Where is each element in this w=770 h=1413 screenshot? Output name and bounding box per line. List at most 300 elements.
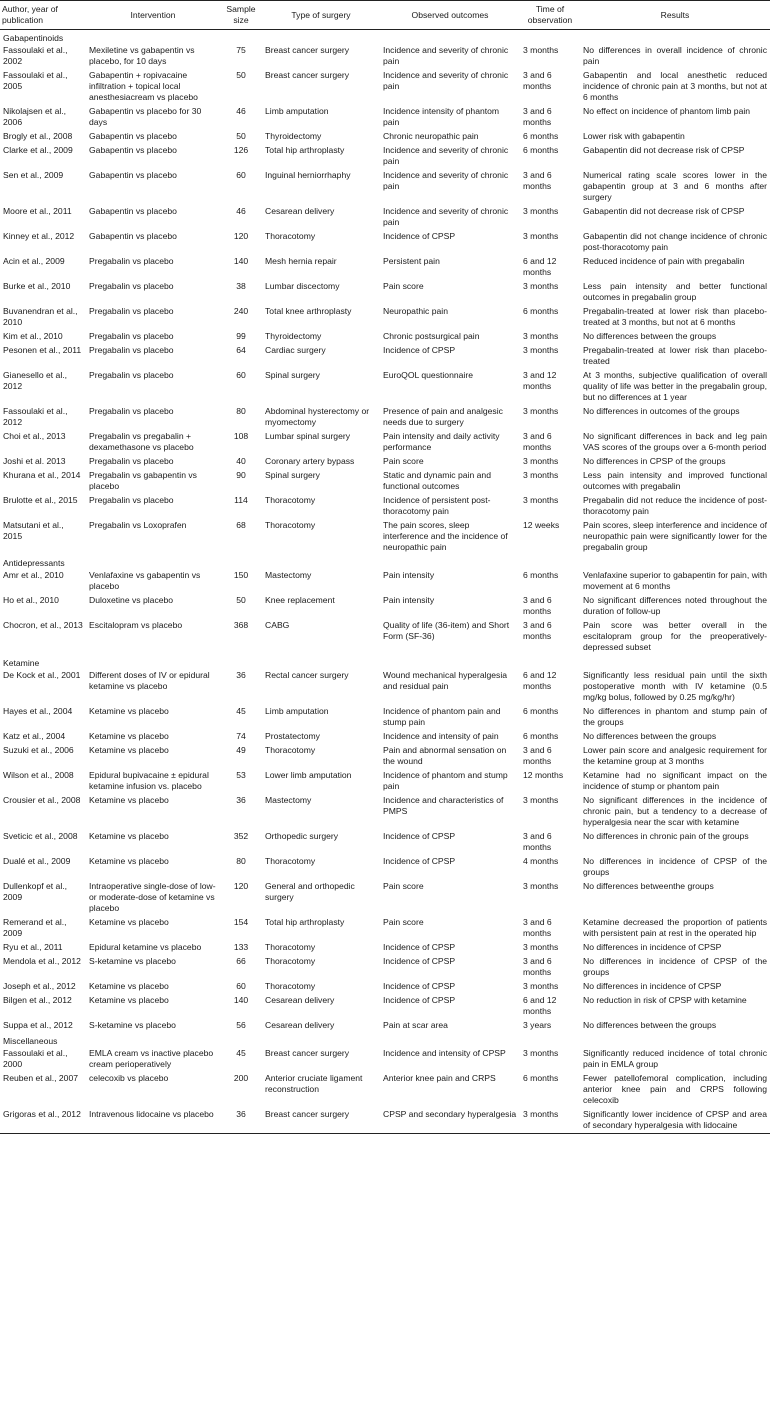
author-cell: Mendola et al., 2012 xyxy=(3,956,81,966)
surgery-cell: Limb amputation xyxy=(265,706,329,716)
results-cell: No differences betweenthe groups xyxy=(583,881,714,891)
author-cell: Katz et al., 2004 xyxy=(3,731,66,741)
table-row xyxy=(0,830,770,855)
sample-size-cell: 46 xyxy=(236,106,246,116)
outcomes-cell: Pain at scar area xyxy=(383,1020,448,1030)
author-cell: Clarke et al., 2009 xyxy=(3,145,73,155)
results-cell: No differences in chronic pain of the groups xyxy=(583,831,749,841)
table-row xyxy=(0,69,770,105)
table-row xyxy=(0,955,770,980)
intervention-cell: Different doses of IV or epidural ketamine vs placebo xyxy=(89,670,210,691)
time-cell: 3 and 6 months xyxy=(523,595,552,616)
surgery-cell: Lumbar discectomy xyxy=(265,281,340,291)
surgery-cell: Total hip arthroplasty xyxy=(265,145,345,155)
table-row xyxy=(0,130,770,144)
author-cell: Buvanendran et al., 2010 xyxy=(3,306,78,327)
table-row xyxy=(0,105,770,130)
time-cell: 3 months xyxy=(523,406,559,416)
sample-size-cell: 140 xyxy=(233,995,249,1005)
results-cell: Significantly lower incidence of CPSP and area of secondary hyperalgesia with lidocaine xyxy=(580,1108,770,1134)
group-row xyxy=(0,30,770,45)
results-cell: Gabapentin did not change incidence of chronic post-thoracotomy pain xyxy=(583,231,767,252)
intervention-cell: S-ketamine vs placebo xyxy=(89,1020,176,1030)
intervention-cell: Ketamine vs placebo xyxy=(89,981,169,991)
results-cell: Gabapentin did not decrease risk of CPSP xyxy=(583,206,745,216)
time-cell: 3 months xyxy=(523,231,559,241)
surgery-cell: Lower limb amputation xyxy=(265,770,352,780)
table-row xyxy=(0,880,770,916)
results-cell: No significant differences in the incidence of chronic pain, but a tendency to a decrease of hyperalgesia near the scar with ketamine xyxy=(583,795,767,827)
sample-size-cell: 200 xyxy=(233,1073,249,1083)
surgery-cell: Cardiac surgery xyxy=(265,345,326,355)
outcomes-cell: Wound mechanical hyperalgesia and residual pain xyxy=(383,670,508,691)
header-time: Time of observation xyxy=(520,1,580,30)
results-cell: Reduced incidence of pain with pregabalin xyxy=(583,256,745,266)
surgery-cell: Breast cancer surgery xyxy=(265,1048,350,1058)
intervention-cell: Pregabalin vs placebo xyxy=(89,345,174,355)
surgery-cell: Spinal surgery xyxy=(265,470,320,480)
time-cell: 3 months xyxy=(523,345,559,355)
author-cell: Matsutani et al., 2015 xyxy=(3,520,64,541)
author-cell: Fassoulaki et al., 2002 xyxy=(3,45,68,66)
table-row xyxy=(0,1072,770,1108)
time-cell: 3 and 6 months xyxy=(523,745,552,766)
results-cell: Gabapentin and local anesthetic reduced incidence of chronic pain at 3 months, but not at 6 months xyxy=(583,70,767,102)
intervention-cell: Ketamine vs placebo xyxy=(89,706,169,716)
author-cell: Bilgen et al., 2012 xyxy=(3,995,72,1005)
sample-size-cell: 120 xyxy=(233,231,249,241)
surgery-cell: CABG xyxy=(265,620,290,630)
table-row xyxy=(0,794,770,830)
outcomes-cell: Incidence of CPSP xyxy=(383,345,456,355)
outcomes-cell: Incidence of CPSP xyxy=(383,956,456,966)
intervention-cell: Gabapentin + ropivacaine infiltration + topical local anesthesiacream vs placebo xyxy=(89,70,198,102)
author-cell: Moore et al., 2011 xyxy=(3,206,72,216)
sample-size-cell: 68 xyxy=(236,520,246,530)
outcomes-cell: Incidence of CPSP xyxy=(383,995,456,1005)
surgery-cell: Mastectomy xyxy=(265,795,312,805)
author-cell: Fassoulaki et al., 2000 xyxy=(3,1048,68,1069)
surgery-cell: Thyroidectomy xyxy=(265,131,322,141)
table-row xyxy=(0,430,770,455)
table-row xyxy=(0,1108,770,1134)
sample-size-cell: 154 xyxy=(233,917,249,927)
sample-size-cell: 133 xyxy=(233,942,249,952)
time-cell: 3 months xyxy=(523,206,559,216)
group-title: Gabapentinoids xyxy=(3,33,64,43)
table-row xyxy=(0,44,770,69)
group-row xyxy=(0,555,770,569)
table-row xyxy=(0,855,770,880)
results-cell: No differences in outcomes of the groups xyxy=(583,406,740,416)
results-cell: Significantly less residual pain until the sixth postoperative month with IV ketamine (0.5 mg/kg bolus, followed by 0.25 mg/kg/hr) xyxy=(583,670,767,702)
surgery-cell: Thoracotomy xyxy=(265,495,316,505)
outcomes-cell: Pain intensity and daily activity performance xyxy=(383,431,500,452)
author-cell: Ryu et al., 2011 xyxy=(3,942,63,952)
sample-size-cell: 56 xyxy=(236,1020,246,1030)
time-cell: 3 months xyxy=(523,470,559,480)
time-cell: 6 and 12 months xyxy=(523,995,557,1016)
results-cell: Significantly reduced incidence of total chronic pain in EMLA group xyxy=(583,1048,767,1069)
surgery-cell: Thoracotomy xyxy=(265,745,316,755)
sample-size-cell: 99 xyxy=(236,331,246,341)
author-cell: Kim et al., 2010 xyxy=(3,331,63,341)
group-title: Antidepressants xyxy=(3,558,65,568)
author-cell: Joshi et al. 2013 xyxy=(3,456,66,466)
time-cell: 6 months xyxy=(523,145,559,155)
surgery-cell: Coronary artery bypass xyxy=(265,456,355,466)
author-cell: Crousier et al., 2008 xyxy=(3,795,81,805)
time-cell: 3 and 12 months xyxy=(523,370,557,391)
author-cell: Khurana et al., 2014 xyxy=(3,470,81,480)
surgery-cell: Abdominal hysterectomy or myomectomy xyxy=(265,406,370,427)
sample-size-cell: 114 xyxy=(234,495,248,505)
author-cell: Brulotte et al., 2015 xyxy=(3,495,78,505)
outcomes-cell: Incidence of persistent post-thoracotomy pain xyxy=(383,495,491,516)
sample-size-cell: 75 xyxy=(236,45,246,55)
table-row xyxy=(0,744,770,769)
table-row xyxy=(0,980,770,994)
time-cell: 3 months xyxy=(523,1048,559,1058)
author-cell: Choi et al., 2013 xyxy=(3,431,66,441)
sample-size-cell: 50 xyxy=(236,70,246,80)
outcomes-cell: Pain score xyxy=(383,281,424,291)
surgery-cell: Total hip arthroplasty xyxy=(265,917,345,927)
surgery-cell: General and orthopedic surgery xyxy=(265,881,355,902)
intervention-cell: celecoxib vs placebo xyxy=(89,1073,169,1083)
sample-size-cell: 60 xyxy=(236,981,246,991)
table-row xyxy=(0,569,770,594)
table-row xyxy=(0,594,770,619)
results-cell: Less pain intensity and improved functional outcomes with pregabalin xyxy=(583,470,767,491)
surgery-cell: Thyroidectomy xyxy=(265,331,322,341)
surgery-cell: Thoracotomy xyxy=(265,231,316,241)
outcomes-cell: Incidence intensity of phantom pain xyxy=(383,106,500,127)
sample-size-cell: 46 xyxy=(236,206,246,216)
outcomes-cell: Incidence and characteristics of PMPS xyxy=(383,795,504,816)
outcomes-cell: Pain score xyxy=(383,917,424,927)
surgery-cell: Cesarean delivery xyxy=(265,1020,335,1030)
outcomes-cell: Incidence of CPSP xyxy=(383,981,456,991)
time-cell: 3 months xyxy=(523,942,559,952)
surgery-cell: Cesarean delivery xyxy=(265,995,335,1005)
author-cell: Reuben et al., 2007 xyxy=(3,1073,79,1083)
surgery-cell: Breast cancer surgery xyxy=(265,45,350,55)
time-cell: 3 and 6 months xyxy=(523,70,552,91)
author-cell: Brogly et al., 2008 xyxy=(3,131,73,141)
surgery-cell: Thoracotomy xyxy=(265,956,316,966)
table-row xyxy=(0,169,770,205)
intervention-cell: Pregabalin vs pregabalin + dexamethasone vs placebo xyxy=(89,431,194,452)
outcomes-cell: Static and dynamic pain and functional outcomes xyxy=(383,470,491,491)
intervention-cell: Gabapentin vs placebo xyxy=(89,231,177,241)
outcomes-cell: Anterior knee pain and CRPS xyxy=(383,1073,496,1083)
header-author: Author, year of publication xyxy=(0,1,86,30)
table-row xyxy=(0,469,770,494)
outcomes-cell: Incidence of CPSP xyxy=(383,856,456,866)
surgery-cell: Thoracotomy xyxy=(265,520,316,530)
table-row xyxy=(0,1019,770,1033)
author-cell: Suzuki et al., 2006 xyxy=(3,745,74,755)
author-cell: Chocron, et al., 2013 xyxy=(3,620,83,630)
time-cell: 6 months xyxy=(523,306,559,316)
time-cell: 3 months xyxy=(523,981,559,991)
intervention-cell: Gabapentin vs placebo xyxy=(89,170,177,180)
results-cell: No differences in incidence of CPSP of the groups xyxy=(583,856,767,877)
time-cell: 3 and 6 months xyxy=(523,106,552,127)
time-cell: 3 and 6 months xyxy=(523,170,552,191)
surgery-cell: Orthopedic surgery xyxy=(265,831,339,841)
intervention-cell: Ketamine vs placebo xyxy=(89,917,169,927)
results-cell: Fewer patellofemoral complication, including anterior knee pain and CRPS following celecoxib xyxy=(583,1073,767,1105)
intervention-cell: Pregabalin vs Loxoprafen xyxy=(89,520,187,530)
results-cell: Ketamine had no significant impact on the incidence of stump or phantom pain xyxy=(583,770,767,791)
sample-size-cell: 64 xyxy=(236,345,246,355)
results-cell: No differences in incidence of CPSP xyxy=(583,981,722,991)
intervention-cell: Pregabalin vs gabapentin vs placebo xyxy=(89,470,197,491)
results-cell: Pregabalin-treated at lower risk than placebo-treated xyxy=(583,345,767,366)
sample-size-cell: 45 xyxy=(236,706,246,716)
author-cell: Hayes et al., 2004 xyxy=(3,706,73,716)
time-cell: 12 months xyxy=(523,770,564,780)
sample-size-cell: 126 xyxy=(233,145,249,155)
outcomes-cell: Incidence of phantom and stump pain xyxy=(383,770,508,791)
sample-size-cell: 40 xyxy=(236,456,246,466)
results-cell: No differences between the groups xyxy=(583,731,717,741)
results-cell: Numerical rating scale scores lower in the gabapentin group at 3 and 6 months after surgery xyxy=(583,170,767,202)
author-cell: Suppa et al., 2012 xyxy=(3,1020,73,1030)
results-cell: Pregabalin did not reduce the incidence of post-thoracotomy pain xyxy=(583,495,767,516)
intervention-cell: Pregabalin vs placebo xyxy=(89,331,174,341)
header-row xyxy=(0,1,770,30)
sample-size-cell: 66 xyxy=(236,956,246,966)
author-cell: Fassoulaki et al., 2005 xyxy=(3,70,68,91)
intervention-cell: Gabapentin vs placebo xyxy=(89,145,177,155)
intervention-cell: Pregabalin vs placebo xyxy=(89,306,174,316)
outcomes-cell: Incidence and intensity of CPSP xyxy=(383,1048,506,1058)
intervention-cell: Ketamine vs placebo xyxy=(89,795,169,805)
time-cell: 3 months xyxy=(523,881,559,891)
author-cell: Nikolajsen et al., 2006 xyxy=(3,106,67,127)
sample-size-cell: 74 xyxy=(236,731,246,741)
sample-size-cell: 36 xyxy=(236,795,246,805)
table-row xyxy=(0,405,770,430)
results-cell: Pain scores, sleep interference and incidence of neuropathic pain were significantly lower for the pregabalin group xyxy=(583,520,767,552)
outcomes-cell: Pain score xyxy=(383,456,424,466)
author-cell: Gianesello et al., 2012 xyxy=(3,370,68,391)
sample-size-cell: 49 xyxy=(236,745,246,755)
surgery-cell: Anterior cruciate ligament reconstruction xyxy=(265,1073,363,1094)
author-cell: Ho et al., 2010 xyxy=(3,595,59,605)
intervention-cell: Gabapentin vs placebo xyxy=(89,206,177,216)
surgery-cell: Thoracotomy xyxy=(265,981,316,991)
surgery-cell: Knee replacement xyxy=(265,595,335,605)
time-cell: 6 months xyxy=(523,1073,559,1083)
table-row xyxy=(0,230,770,255)
results-cell: No differences between the groups xyxy=(583,331,717,341)
time-cell: 3 months xyxy=(523,456,559,466)
sample-size-cell: 108 xyxy=(233,431,249,441)
outcomes-cell: Presence of pain and analgesic needs due to surgery xyxy=(383,406,503,427)
time-cell: 12 weeks xyxy=(523,520,560,530)
sample-size-cell: 36 xyxy=(236,670,246,680)
table-row xyxy=(0,994,770,1019)
time-cell: 3 and 6 months xyxy=(523,431,552,452)
outcomes-cell: Quality of life (36-item) and Short Form (SF-36) xyxy=(383,620,510,641)
group-row xyxy=(0,1033,770,1047)
group-title: Ketamine xyxy=(3,658,40,668)
time-cell: 4 months xyxy=(523,856,559,866)
sample-size-cell: 368 xyxy=(233,620,249,630)
header-intervention: Intervention xyxy=(86,1,220,30)
surgery-cell: Rectal cancer surgery xyxy=(265,670,349,680)
author-cell: Joseph et al., 2012 xyxy=(3,981,76,991)
intervention-cell: Intravenous lidocaine vs placebo xyxy=(86,1108,220,1134)
sample-size-cell: 53 xyxy=(236,770,246,780)
intervention-cell: Pregabalin vs placebo xyxy=(89,456,174,466)
table-row xyxy=(0,941,770,955)
time-cell: 3 months xyxy=(523,795,559,805)
author-cell: Burke et al., 2010 xyxy=(3,281,71,291)
table-row xyxy=(0,494,770,519)
outcomes-cell: Pain score xyxy=(383,881,424,891)
table-row xyxy=(0,1047,770,1072)
sample-size-cell: 36 xyxy=(220,1108,262,1134)
author-cell: Kinney et al., 2012 xyxy=(3,231,75,241)
author-cell: Acin et al., 2009 xyxy=(3,256,65,266)
author-cell: Remerand et al., 2009 xyxy=(3,917,67,938)
sample-size-cell: 120 xyxy=(233,881,249,891)
author-cell: Dualé et al., 2009 xyxy=(3,856,71,866)
outcomes-cell: Pain intensity xyxy=(383,570,435,580)
outcomes-cell: Incidence of CPSP xyxy=(383,231,456,241)
table-row xyxy=(0,769,770,794)
surgery-cell: Inguinal herniorrhaphy xyxy=(265,170,351,180)
results-cell: No reduction in risk of CPSP with ketamine xyxy=(583,995,747,1005)
outcomes-cell: Incidence of phantom pain and stump pain xyxy=(383,706,501,727)
author-cell: Grigoras et al., 2012 xyxy=(0,1108,86,1134)
results-cell: Less pain intensity and better functional outcomes in pregabalin group xyxy=(583,281,767,302)
author-cell: Sveticic et al., 2008 xyxy=(3,831,78,841)
sample-size-cell: 150 xyxy=(233,570,249,580)
author-cell: Sen et al., 2009 xyxy=(3,170,64,180)
intervention-cell: Epidural ketamine vs placebo xyxy=(89,942,202,952)
time-cell: 3 months xyxy=(523,45,559,55)
table-row xyxy=(0,455,770,469)
sample-size-cell: 80 xyxy=(236,406,246,416)
table-body xyxy=(0,30,770,1134)
header-surgery: Type of surgery xyxy=(262,1,380,30)
results-cell: No differences in overall incidence of chronic pain xyxy=(583,45,767,66)
sample-size-cell: 45 xyxy=(236,1048,246,1058)
sample-size-cell: 90 xyxy=(236,470,246,480)
header-sample-size: Sample size xyxy=(220,1,262,30)
time-cell: 3 months xyxy=(520,1108,580,1134)
table-row xyxy=(0,730,770,744)
table-row xyxy=(0,305,770,330)
sample-size-cell: 50 xyxy=(236,131,246,141)
results-cell: No differences in CPSP of the groups xyxy=(583,456,726,466)
outcomes-cell: EuroQOL questionnaire xyxy=(383,370,473,380)
sample-size-cell: 60 xyxy=(236,370,246,380)
intervention-cell: Venlafaxine vs gabapentin vs placebo xyxy=(89,570,201,591)
intervention-cell: Pregabalin vs placebo xyxy=(89,406,174,416)
author-cell: Amr et al., 2010 xyxy=(3,570,64,580)
outcomes-cell: CPSP and secondary hyperalgesia xyxy=(380,1108,520,1134)
table-row xyxy=(0,255,770,280)
intervention-cell: Pregabalin vs placebo xyxy=(89,281,174,291)
surgery-cell: Spinal surgery xyxy=(265,370,320,380)
outcomes-cell: Incidence and intensity of pain xyxy=(383,731,499,741)
intervention-cell: Ketamine vs placebo xyxy=(89,745,169,755)
table-row xyxy=(0,205,770,230)
intervention-cell: Pregabalin vs placebo xyxy=(89,370,174,380)
intervention-cell: Ketamine vs placebo xyxy=(89,995,169,1005)
outcomes-cell: Chronic postsurgical pain xyxy=(383,331,480,341)
intervention-cell: S-ketamine vs placebo xyxy=(89,956,176,966)
author-cell: Fassoulaki et al., 2012 xyxy=(3,406,68,427)
table-row xyxy=(0,705,770,730)
time-cell: 6 months xyxy=(523,706,559,716)
results-cell: No differences between the groups xyxy=(583,1020,717,1030)
table-row xyxy=(0,519,770,555)
sample-size-cell: 80 xyxy=(236,856,246,866)
intervention-cell: Pregabalin vs placebo xyxy=(89,256,174,266)
intervention-cell: Ketamine vs placebo xyxy=(89,831,169,841)
outcomes-cell: Incidence of CPSP xyxy=(383,831,456,841)
sample-size-cell: 240 xyxy=(233,306,249,316)
outcomes-cell: Incidence of CPSP xyxy=(383,942,456,952)
results-cell: No differences in phantom and stump pain of the groups xyxy=(583,706,767,727)
outcomes-cell: Incidence and severity of chronic pain xyxy=(383,70,509,91)
group-row xyxy=(0,655,770,669)
intervention-cell: Intraoperative single-dose of low- or moderate-dose of ketamine vs placebo xyxy=(89,881,216,913)
outcomes-cell: Persistent pain xyxy=(383,256,440,266)
surgery-cell: Mastectomy xyxy=(265,570,312,580)
table-row xyxy=(0,280,770,305)
table-row xyxy=(0,619,770,655)
surgery-cell: Breast cancer surgery xyxy=(262,1108,380,1134)
results-cell: Gabapentin did not decrease risk of CPSP xyxy=(583,145,745,155)
header-outcomes: Observed outcomes xyxy=(380,1,520,30)
table-row xyxy=(0,330,770,344)
surgery-cell: Thoracotomy xyxy=(265,942,316,952)
outcomes-cell: Incidence and severity of chronic pain xyxy=(383,145,509,166)
sample-size-cell: 50 xyxy=(236,595,246,605)
outcomes-cell: Incidence and severity of chronic pain xyxy=(383,206,509,227)
outcomes-cell: The pain scores, sleep interference and the incidence of neuropathic pain xyxy=(383,520,508,552)
time-cell: 3 years xyxy=(523,1020,552,1030)
sample-size-cell: 60 xyxy=(236,170,246,180)
table-row xyxy=(0,344,770,369)
intervention-cell: Pregabalin vs placebo xyxy=(89,495,174,505)
time-cell: 6 months xyxy=(523,731,559,741)
surgery-cell: Limb amputation xyxy=(265,106,329,116)
results-cell: Pregabalin-treated at lower risk than placebo-treated at 3 months, but not at 6 months xyxy=(583,306,767,327)
sample-size-cell: 140 xyxy=(233,256,249,266)
time-cell: 3 and 6 months xyxy=(523,620,552,641)
intervention-cell: Escitalopram vs placebo xyxy=(89,620,183,630)
intervention-cell: Ketamine vs placebo xyxy=(89,856,169,866)
results-cell: At 3 months, subjective qualification of overall quality of life was better in the pregabalin group, but no differences at 1 year xyxy=(583,370,767,402)
outcomes-cell: Incidence and severity of chronic pain xyxy=(383,170,509,191)
results-cell: No differences in incidence of CPSP xyxy=(583,942,722,952)
outcomes-cell: Incidence and severity of chronic pain xyxy=(383,45,509,66)
table-row xyxy=(0,144,770,169)
results-cell: Pain score was better overall in the escitalopram group for the preoperatively-depressed subset xyxy=(583,620,767,652)
results-cell: Venlafaxine superior to gabapentin for pain, with movement at 6 months xyxy=(583,570,767,591)
intervention-cell: Epidural bupivacaine ± epidural ketamine infusion vs. placebo xyxy=(89,770,209,791)
